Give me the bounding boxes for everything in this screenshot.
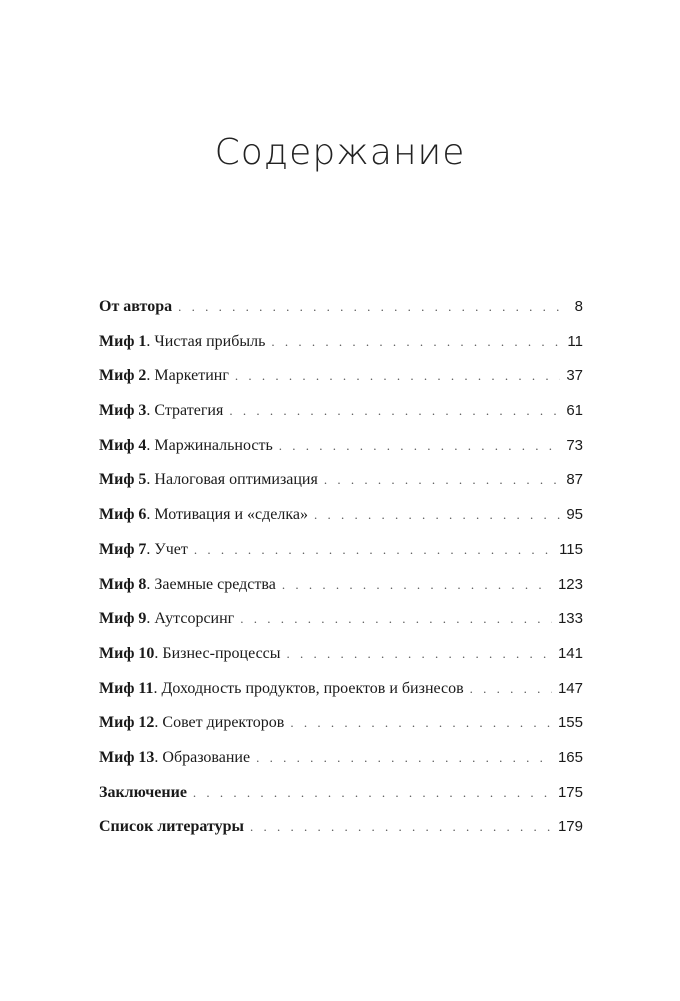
toc-leader-dots xyxy=(193,782,552,804)
toc-page-number: 165 xyxy=(557,748,583,766)
toc-entry-bibliography[interactable] xyxy=(99,816,583,851)
toc-entry-title: . Совет директоров xyxy=(154,714,285,732)
toc-entry-heading: Миф 9 xyxy=(99,610,147,628)
table-of-contents xyxy=(99,296,583,851)
toc-entry-heading: Миф 2 xyxy=(99,367,147,385)
toc-entry-title: . Маржинальность xyxy=(146,436,273,454)
toc-entry-title: . Стратегия xyxy=(146,402,224,420)
toc-page-number: 73 xyxy=(566,436,583,454)
toc-leader-dots xyxy=(324,469,560,491)
toc-entry-myth-10[interactable] xyxy=(99,643,583,678)
toc-entry-title: . Бизнес-процессы xyxy=(154,644,281,662)
toc-entry-myth-2[interactable] xyxy=(99,365,583,400)
toc-entry-label xyxy=(99,574,276,596)
toc-entry-title: . Образование xyxy=(154,748,251,766)
toc-entry-myth-13[interactable] xyxy=(99,747,583,782)
toc-entry-heading: Миф 13 xyxy=(99,748,155,766)
page-title: Содержание xyxy=(214,132,466,174)
toc-entry-heading: Заключение xyxy=(99,783,187,801)
toc-leader-dots xyxy=(178,296,569,318)
toc-entry-label xyxy=(99,712,284,734)
toc-entry-myth-5[interactable] xyxy=(99,469,583,504)
toc-entry-myth-8[interactable] xyxy=(99,574,583,609)
toc-entry-myth-7[interactable] xyxy=(99,539,583,574)
toc-leader-dots xyxy=(229,400,560,422)
toc-entry-title: . Налоговая оптимизация xyxy=(146,471,318,489)
toc-leader-dots xyxy=(194,539,553,561)
toc-entry-myth-3[interactable] xyxy=(99,400,583,435)
toc-entry-title: . Маркетинг xyxy=(146,367,229,385)
toc-entry-label xyxy=(99,539,188,561)
toc-entry-label xyxy=(99,643,281,665)
toc-entry-myth-12[interactable] xyxy=(99,712,583,747)
toc-leader-dots xyxy=(470,678,552,700)
toc-entry-from-author[interactable] xyxy=(99,296,583,331)
toc-entry-heading: Миф 8 xyxy=(99,575,147,593)
toc-leader-dots xyxy=(282,574,552,596)
toc-entry-heading: Миф 3 xyxy=(99,402,147,420)
toc-leader-dots xyxy=(235,365,560,387)
toc-page-number: 147 xyxy=(557,679,583,697)
toc-entry-label xyxy=(99,678,464,700)
toc-leader-dots xyxy=(287,643,552,665)
toc-entry-label xyxy=(99,331,265,353)
toc-leader-dots xyxy=(290,712,552,734)
toc-entry-myth-9[interactable] xyxy=(99,608,583,643)
toc-entry-title: . Учет xyxy=(146,540,188,558)
toc-entry-label xyxy=(99,608,234,630)
toc-page-number: 115 xyxy=(559,540,583,558)
toc-page-number: 95 xyxy=(566,506,583,524)
toc-entry-conclusion[interactable] xyxy=(99,782,583,817)
toc-entry-title: . Аутсорсинг xyxy=(146,610,235,628)
toc-entry-heading: Миф 4 xyxy=(99,436,147,454)
toc-entry-label xyxy=(99,747,250,769)
toc-entry-heading: Миф 12 xyxy=(99,714,155,732)
toc-entry-label xyxy=(99,296,172,318)
toc-entry-myth-11[interactable] xyxy=(99,678,583,713)
toc-page-number: 61 xyxy=(566,402,583,420)
toc-entry-heading: Миф 7 xyxy=(99,540,147,558)
toc-leader-dots xyxy=(256,747,552,769)
toc-page-number: 133 xyxy=(557,610,583,628)
toc-entry-title: . Чистая прибыль xyxy=(146,332,266,350)
toc-entry-title: . Заемные средства xyxy=(146,575,276,593)
toc-page-number: 123 xyxy=(557,575,583,593)
toc-entry-label xyxy=(99,365,229,387)
toc-page-number: 11 xyxy=(567,332,583,350)
toc-page-number: 8 xyxy=(574,298,583,315)
toc-entry-label xyxy=(99,816,244,838)
toc-entry-label xyxy=(99,435,273,457)
toc-page-number: 87 xyxy=(566,471,583,489)
toc-entry-heading: Миф 5 xyxy=(99,471,147,489)
toc-entry-myth-4[interactable] xyxy=(99,435,583,470)
toc-page-number: 179 xyxy=(557,818,583,836)
toc-entry-heading: Миф 6 xyxy=(99,506,147,524)
toc-entry-label xyxy=(99,504,308,526)
toc-entry-myth-1[interactable] xyxy=(99,331,583,366)
toc-page-number: 37 xyxy=(566,367,583,385)
toc-entry-heading: От автора xyxy=(99,298,173,315)
toc-entry-label xyxy=(99,469,318,491)
toc-page-number: 155 xyxy=(557,714,583,732)
toc-entry-label xyxy=(99,782,187,804)
toc-entry-heading: Список литературы xyxy=(99,818,244,836)
toc-entry-heading: Миф 11 xyxy=(99,679,154,697)
toc-leader-dots xyxy=(314,504,560,526)
toc-leader-dots xyxy=(240,608,552,630)
toc-leader-dots xyxy=(250,816,552,838)
toc-page-number: 175 xyxy=(557,783,583,801)
toc-entry-heading: Миф 1 xyxy=(99,332,147,350)
toc-entry-heading: Миф 10 xyxy=(99,644,155,662)
toc-leader-dots xyxy=(279,435,561,457)
toc-entry-title: . Мотивация и «сделка» xyxy=(146,506,309,524)
toc-leader-dots xyxy=(271,331,561,353)
toc-page-number: 141 xyxy=(557,644,583,662)
toc-entry-label xyxy=(99,400,223,422)
toc-entry-title: . Доходность продуктов, проектов и бизнесов xyxy=(153,679,464,697)
toc-entry-myth-6[interactable] xyxy=(99,504,583,539)
